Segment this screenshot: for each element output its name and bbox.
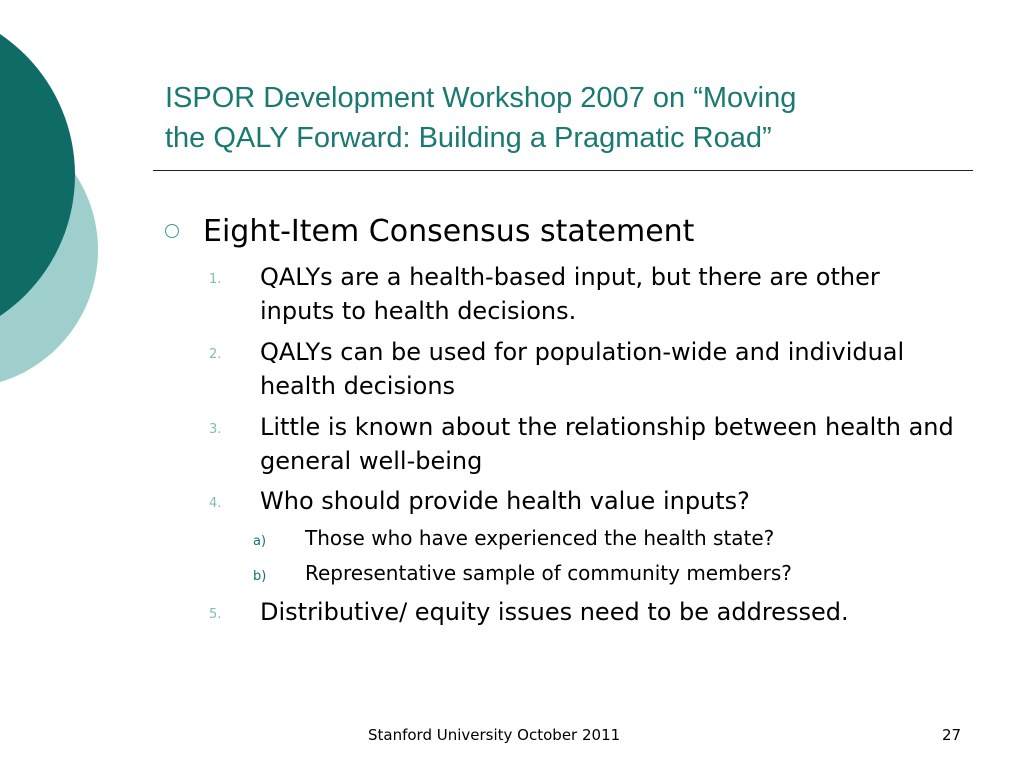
item-text: Who should provide health value inputs? [260,487,750,515]
item-number: 3. [209,422,222,437]
page-number: 27 [942,726,962,744]
item-number: 4. [209,496,222,511]
sub-item-marker: a) [253,534,267,549]
item-text: Distributive/ equity issues need to be addressed. [260,598,849,626]
hollow-circle-bullet-icon [165,224,179,238]
sub-item-text: Those who have experienced the health state? [305,526,775,550]
sub-item-marker: b) [253,569,267,584]
decorative-circles [0,0,110,420]
consensus-heading: Eight-Item Consensus statement [203,214,695,249]
slide-title-line-2: the QALY Forward: Building a Pragmatic Road” [165,122,772,154]
item-number: 1. [209,272,222,287]
slide-title-line-1: ISPOR Development Workshop 2007 on “Moving [165,82,797,114]
item-number: 2. [209,347,222,362]
item-text: QALYs can be used for population-wide and individual health decisions [260,338,905,400]
footer-text: Stanford University October 2011 [368,726,621,744]
item-text: Little is known about the relationship between health and general well-being [260,413,954,475]
item-number: 5. [209,607,222,622]
sub-item-text: Representative sample of community members? [305,561,792,585]
item-text: QALYs are a health-based input, but there are other inputs to health decisions. [260,263,880,325]
title-divider [153,170,973,171]
slide-title [165,78,985,158]
